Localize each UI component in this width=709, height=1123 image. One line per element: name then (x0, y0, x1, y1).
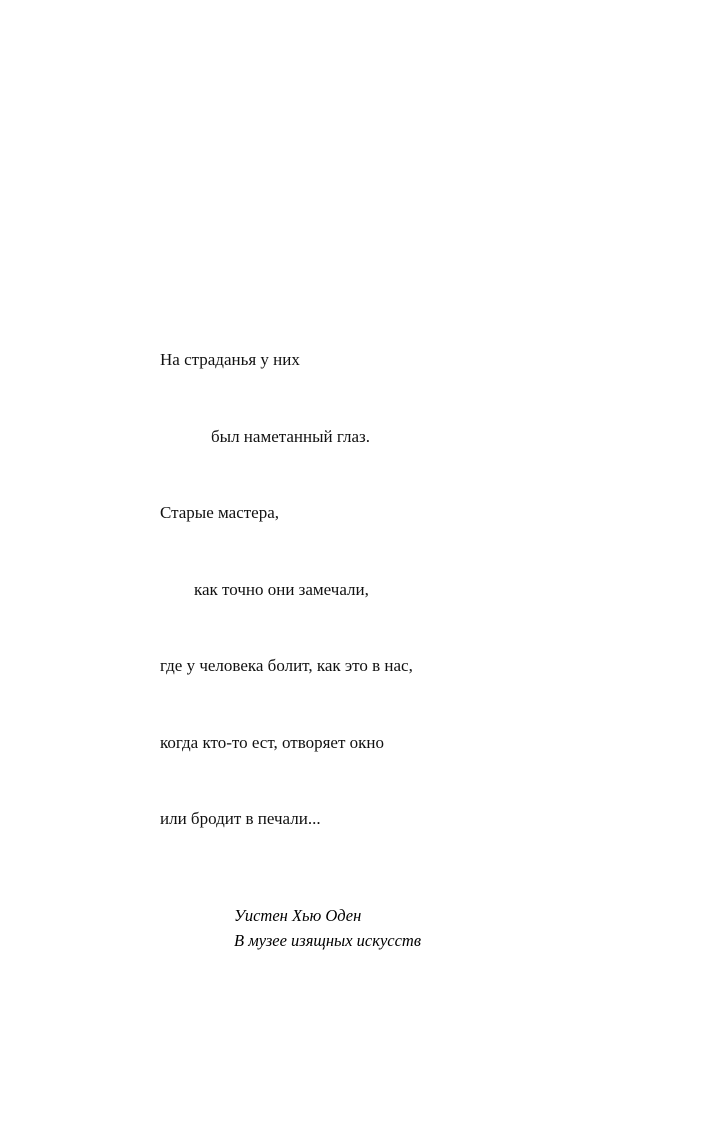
epigraph-author: Уистен Хью Оден (234, 905, 362, 925)
epigraph-line: где у человека болит, как это в нас, (160, 656, 413, 675)
epigraph-line: или бродит в печали... (160, 809, 321, 828)
epigraph-attribution (160, 903, 580, 953)
epigraph-line: как точно они замечали, (160, 579, 369, 599)
epigraph-source: В музее изящных искусств (234, 930, 422, 950)
epigraph-line: когда кто-то ест, отворяет окно (160, 732, 385, 752)
epigraph-block (160, 296, 580, 953)
epigraph-line: Старые мастера, (160, 503, 280, 522)
epigraph-poem (160, 296, 580, 883)
epigraph-line: На страданья у них (160, 350, 300, 369)
epigraph-line: был наметанный глаз. (160, 426, 371, 446)
